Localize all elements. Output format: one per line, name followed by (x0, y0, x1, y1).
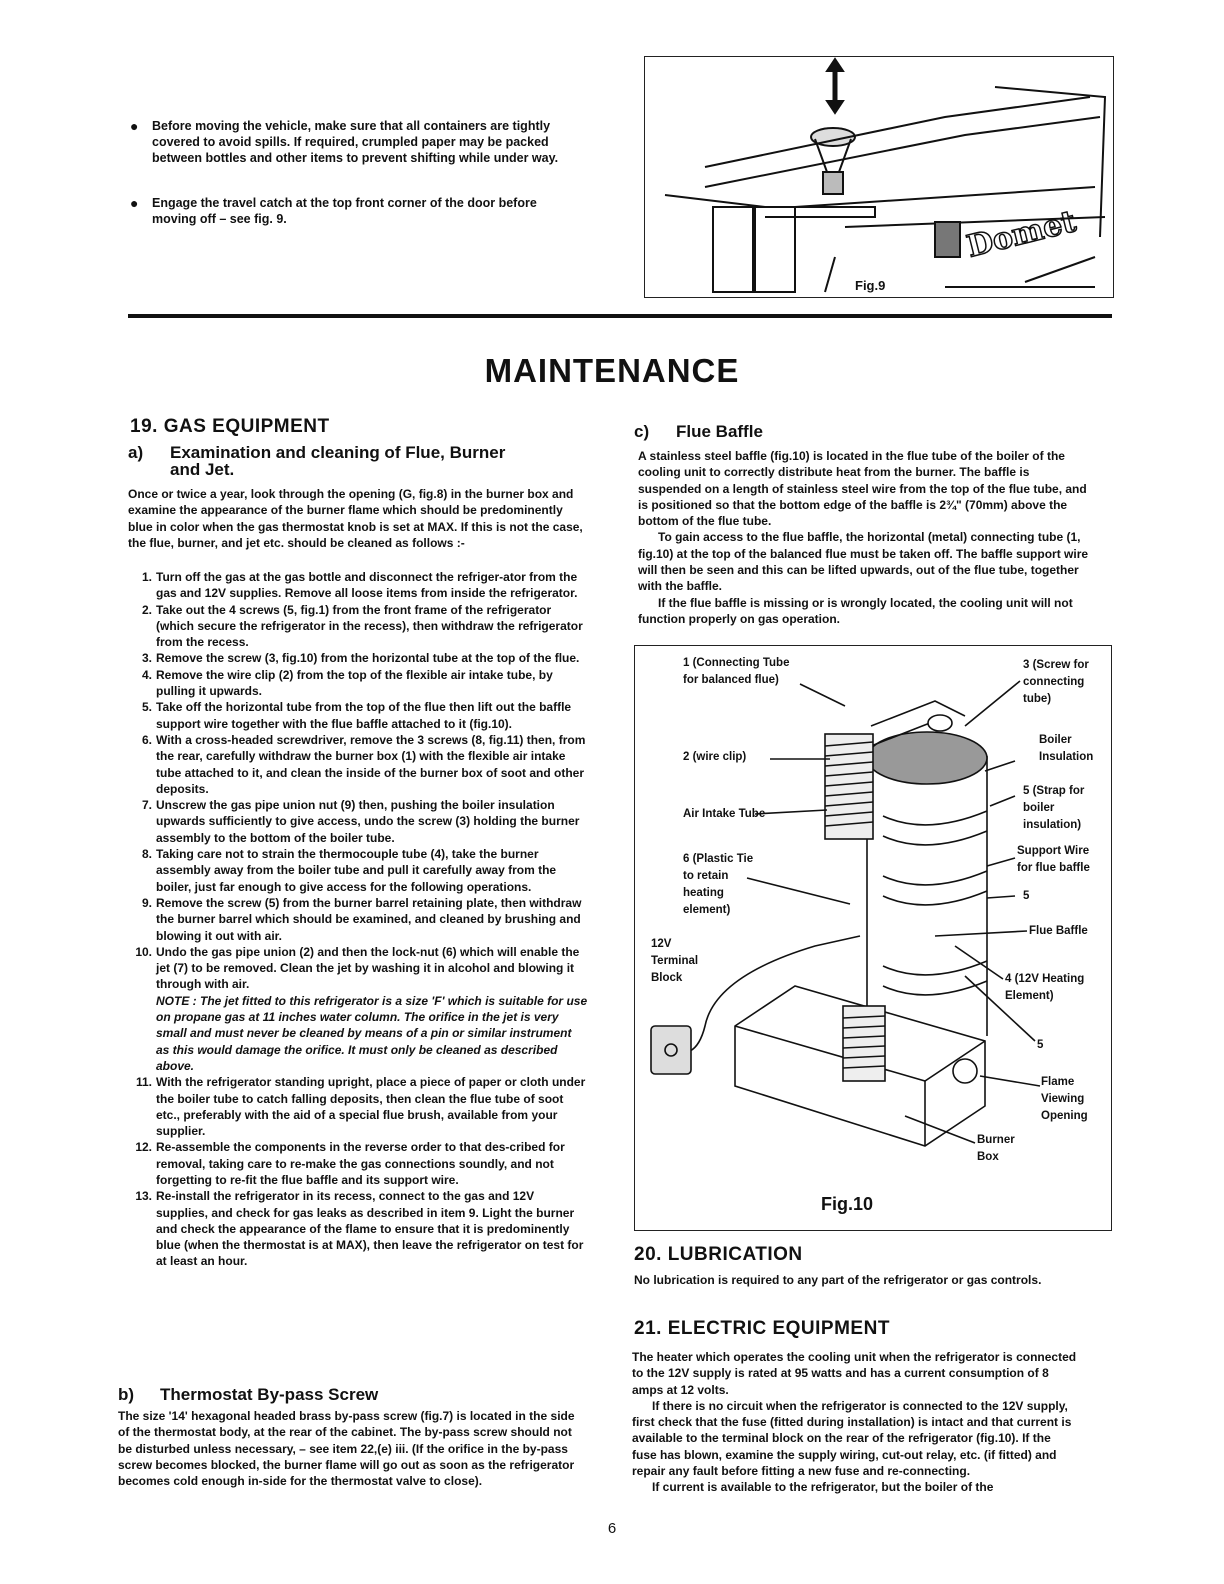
electric-equipment-text: The heater which operates the cooling unit when the refrigerator is connected to the 12V supply is rated at 95 watts and has a current consumption of 8 amps at 12 volts. If there is no circuit when the refrigerator is connected to the 12V supply, first check that the fuse (fitted during installation) is intact and that current is available to the terminal block on the rear of the refrigerator (fig.10). If the fuse has blown, examine the supply wiring, cut-out relay, etc. (if fitted) and repair any fault before fitting a new fuse and re-connecting. If current is available to the refrigerator, but the boiler of the (632, 1350, 1077, 1495)
subsection-b-heading: b) Thermostat By-pass Screw (118, 1385, 379, 1404)
list-item: 4. Remove the wire clip (2) from the top of the flexible air intake tube, by pulling it upwards. (141, 667, 553, 699)
list-item: 6. With a cross-headed screwdriver, remove the 3 screws (8, fig.11) then, from the rear, carefully withdraw the burner box (1) with the flexible air intake tube attached to it, and clean the inside of the burner box of soot and other deposits. (141, 732, 586, 796)
label-flue-baffle: Flue Baffle (1029, 925, 1088, 937)
label-strap: 5 (Strap for boiler insulation) (1023, 785, 1085, 831)
figure-10 (634, 645, 1112, 1231)
bullet-icon: ● (130, 195, 139, 211)
procedure-steps (136, 569, 588, 1270)
fig9-brand: Domet (963, 204, 1080, 265)
jet-note: NOTE : The jet fitted to this refrigerator is a size 'F' which is suitable for use on propane gas at 11 inches water column. The orifice in the jet is very small and must never be cleaned by means of a pin or similar instrument as this would damage the orifice. It must only be cleaned as described above. (156, 993, 588, 1073)
label-screw: 3 (Screw for connecting tube) (1023, 659, 1089, 705)
section-21-heading: 21. ELECTRIC EQUIPMENT (634, 1318, 890, 1339)
section-19-intro: Once or twice a year, look through the opening (G, fig.8) in the burner box and examine the appearance of the burner flame which should be predominently blue in color when the gas thermostat knob is set at MAX. If this is not the case, the flue, burner, and jet etc. should be cleaned as follows :- (128, 487, 583, 550)
subsection-c-heading: c) Flue Baffle (634, 422, 763, 441)
list-item: 13. Re-install the refrigerator in its recess, connect to the gas and 12V supplies, and check for gas leaks as described in item 9. Light the burner and check the appearance of the flame to ensure that it is predominently blue (when the thermostat is at MAX), then leave the refrigerator on test for at least an hour. (135, 1189, 584, 1269)
label-connecting-tube: 1 (Connecting Tube for balanced flue) (683, 657, 790, 686)
list-item: 3. Remove the screw (3, fig.10) from the horizontal tube at the top of the flue. (141, 651, 580, 666)
bypass-screw-text: The size '14' hexagonal headed brass by-pass screw (fig.7) is located in the side of the thermostat body, at the rear of the cabinet. The by-pass screw should not be disturbed unless necessary, – see item 22,(e) iii. (If the orifice in the by-pass screw becomes blocked, the burner flame will go out as soon as the refrigerator becomes cold enough in-side for the thermostat valve to close). (118, 1409, 575, 1489)
list-item: 5. Take off the horizontal tube from the top of the flue then lift out the baffle support wire together with the flue baffle attached to it (fig.10). (141, 700, 572, 731)
list-item: 9. Remove the screw (5) from the burner barrel retaining plate, then withdraw the burner barrel which should be examined, and cleaned by brushing and blowing it out with air. (141, 895, 582, 943)
page-number: 6 (607, 1520, 617, 1537)
bullet-item: ● Before moving the vehicle, make sure that all containers are tightly covered to avoid spills. If required, crumpled paper may be packed between bottles and other items to prevent shifting while under way. (130, 118, 559, 165)
label-heating-element: 4 (12V Heating Element) (1005, 973, 1085, 1002)
list-item: 1. Turn off the gas at the gas bottle and disconnect the refriger-ator from the gas and 12V supplies. Remove all loose items from inside the refrigerator. (141, 570, 578, 601)
lubrication-text: No lubrication is required to any part of the refrigerator or gas controls. (634, 1273, 1042, 1287)
section-divider (128, 314, 1112, 318)
flue-baffle-text: A stainless steel baffle (fig.10) is located in the flue tube of the boiler of the cooling unit to correctly distribute heat from the burner. The baffle is suspended on a length of stainless steel wire from the top of the flue tube, and is positioned so that the bottom edge of the baffle is 2¾" (70mm) above the bottom of the flue tube. To gain access to the flue baffle, the horizontal (metal) connecting tube (1, fig.10) at the top of the balanced flue must be taken off. The baffle support wire will then be seen and this can be lifted upwards, out of the flue tube, together with the baffle. If the flue baffle is missing or is wrongly located, the cooling unit will not function properly on gas operation. (638, 449, 1089, 626)
section-19-heading: 19. GAS EQUIPMENT (130, 416, 330, 437)
page-title: MAINTENANCE (484, 352, 740, 389)
label-air-intake-tube: Air Intake Tube (683, 808, 766, 820)
list-item: 7. Unscrew the gas pipe union nut (9) then, pushing the boiler insulation upwards sufficiently to give access, undo the screw (3) holding the burner assembly to the bottom of the boiler tube. (141, 798, 580, 845)
list-item: 12. Re-assemble the components in the reverse order to that des-cribed for removal, taking care to re-make the gas connections soundly, and not forgetting to re-fit the flue baffle and its support wire. (135, 1140, 565, 1187)
list-item: 8. Taking care not to strain the thermocouple tube (4), take the burner assembly away from the boiler tube and pull it carefully away from the boiler, just far enough to give access for the following operations. (141, 847, 557, 894)
travel-catch-illustration (645, 57, 1112, 296)
bullet-icon: ● (130, 118, 139, 134)
figure-9 (644, 56, 1114, 298)
fig10-caption: Fig.10 (821, 1194, 874, 1214)
label-5: 5 (1023, 890, 1030, 902)
label-boiler-insulation: Boiler Insulation (1039, 734, 1094, 763)
bullet-item: ● Engage the travel catch at the top front corner of the door before moving off – see fig. 9. (130, 195, 537, 226)
label-burner-box: Burner Box (977, 1134, 1015, 1163)
list-item: 10. Undo the gas pipe union (2) and then the lock-nut (6) which will enable the jet (7) to be removed. Clean the jet by washing it in alcohol and blowing it through with air. NOTE : The jet fitted to this refrigerator is a size 'F' which is suitable for use on propane gas at 11 inches water column. The orifice in the jet is very small and must never be cleaned by means of a pin or similar instrument as this would damage the orifice. It must only be cleaned as described above. (135, 944, 588, 1073)
label-support-wire: Support Wire for flue baffle (1017, 845, 1090, 874)
label-flame-viewing-opening: Flame Viewing Opening (1041, 1076, 1088, 1122)
label-wire-clip: 2 (wire clip) (683, 751, 747, 763)
fig9-caption: Fig.9 (855, 278, 886, 293)
label-terminal-block: 12V Terminal Block (651, 938, 699, 984)
label-5: 5 (1037, 1039, 1044, 1051)
label-plastic-tie: 6 (Plastic Tie to retain heating element) (683, 853, 754, 916)
section-20-heading: 20. LUBRICATION (634, 1244, 803, 1265)
list-item: 11. With the refrigerator standing upright, place a piece of paper or cloth under the boiler tube to catch falling deposits, then clean the flue tube of soot etc., preferably with the aid of a special flue brush, available from your supplier. (135, 1075, 586, 1139)
subsection-a-heading: a) Examination and cleaning of Flue, Burner and Jet. (128, 443, 506, 479)
list-item: 2. Take out the 4 screws (5, fig.1) from the front frame of the refrigerator (which secure the refrigerator in the recess), then withdraw the refrigerator from the recess. (141, 602, 583, 650)
